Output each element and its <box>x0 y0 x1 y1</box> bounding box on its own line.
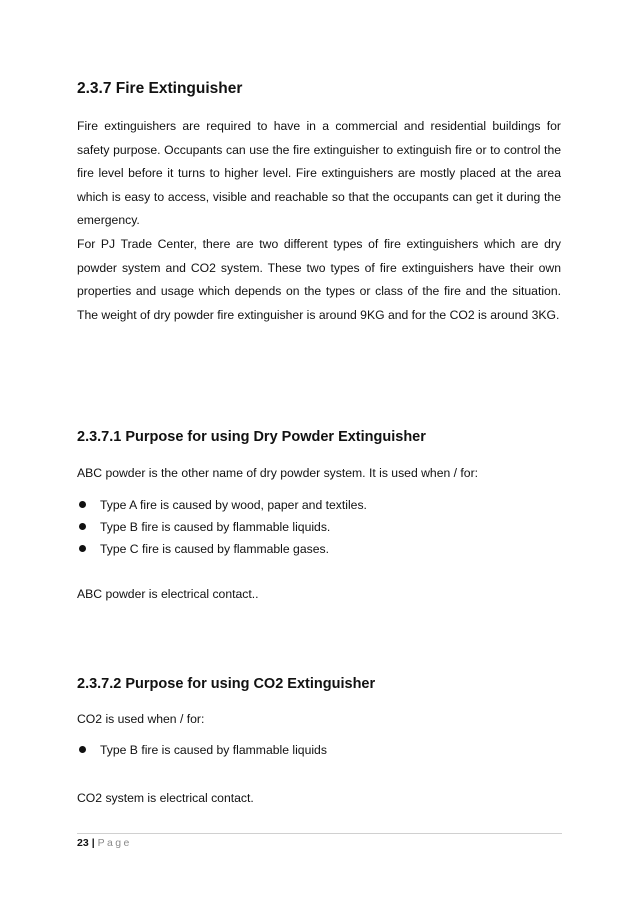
list-item-text: Type C fire is caused by flammable gases. <box>100 542 329 556</box>
co2-note: CO2 system is electrical contact. <box>77 791 254 805</box>
list-item-text: Type B fire is caused by flammable liquids <box>100 743 327 757</box>
dry-powder-intro: ABC powder is the other name of dry powder system. It is used when / for: <box>77 466 479 480</box>
page-number: 23 <box>77 837 89 849</box>
footer-separator: | <box>91 837 95 849</box>
list-item-text: Type B fire is caused by flammable liquids. <box>100 520 331 534</box>
footer-divider <box>77 833 562 834</box>
paragraph-pj-trade-center: For PJ Trade Center, there are two different types of fire extinguishers which are dry powder system and CO2 system. These two types of fire extinguishers have their own properties and usage which depends on the types or class of the fire and the situation. The weight of dry powder fire extinguisher is around 9KG and for the CO2 is around 3KG. <box>77 237 561 322</box>
bullet-icon <box>79 746 86 753</box>
page-label: Page <box>97 837 132 849</box>
subsection-heading-dry-powder: 2.3.7.1 Purpose for using Dry Powder Extinguisher <box>77 429 426 445</box>
list-item-text: Type A fire is caused by wood, paper and textiles. <box>100 498 367 512</box>
dry-powder-note: ABC powder is electrical contact.. <box>77 587 259 601</box>
page-footer <box>77 836 132 850</box>
co2-intro: CO2 is used when / for: <box>77 712 205 726</box>
bullet-icon <box>79 545 86 552</box>
bullet-icon <box>79 523 86 530</box>
subsection-heading-co2: 2.3.7.2 Purpose for using CO2 Extinguisher <box>77 676 376 692</box>
paragraph-fire-extinguisher-intro: Fire extinguishers are required to have in a commercial and residential buildings for safety purpose. Occupants can use the fire extinguisher to extinguish fire or to control the fire level before it turns to higher level. Fire extinguishers are mostly placed at the area which is easy to access, visible and reachable so that the occupants can get it during the emergency. <box>77 119 561 227</box>
section-heading-fire-extinguisher: 2.3.7 Fire Extinguisher <box>77 80 243 97</box>
bullet-icon <box>79 501 86 508</box>
